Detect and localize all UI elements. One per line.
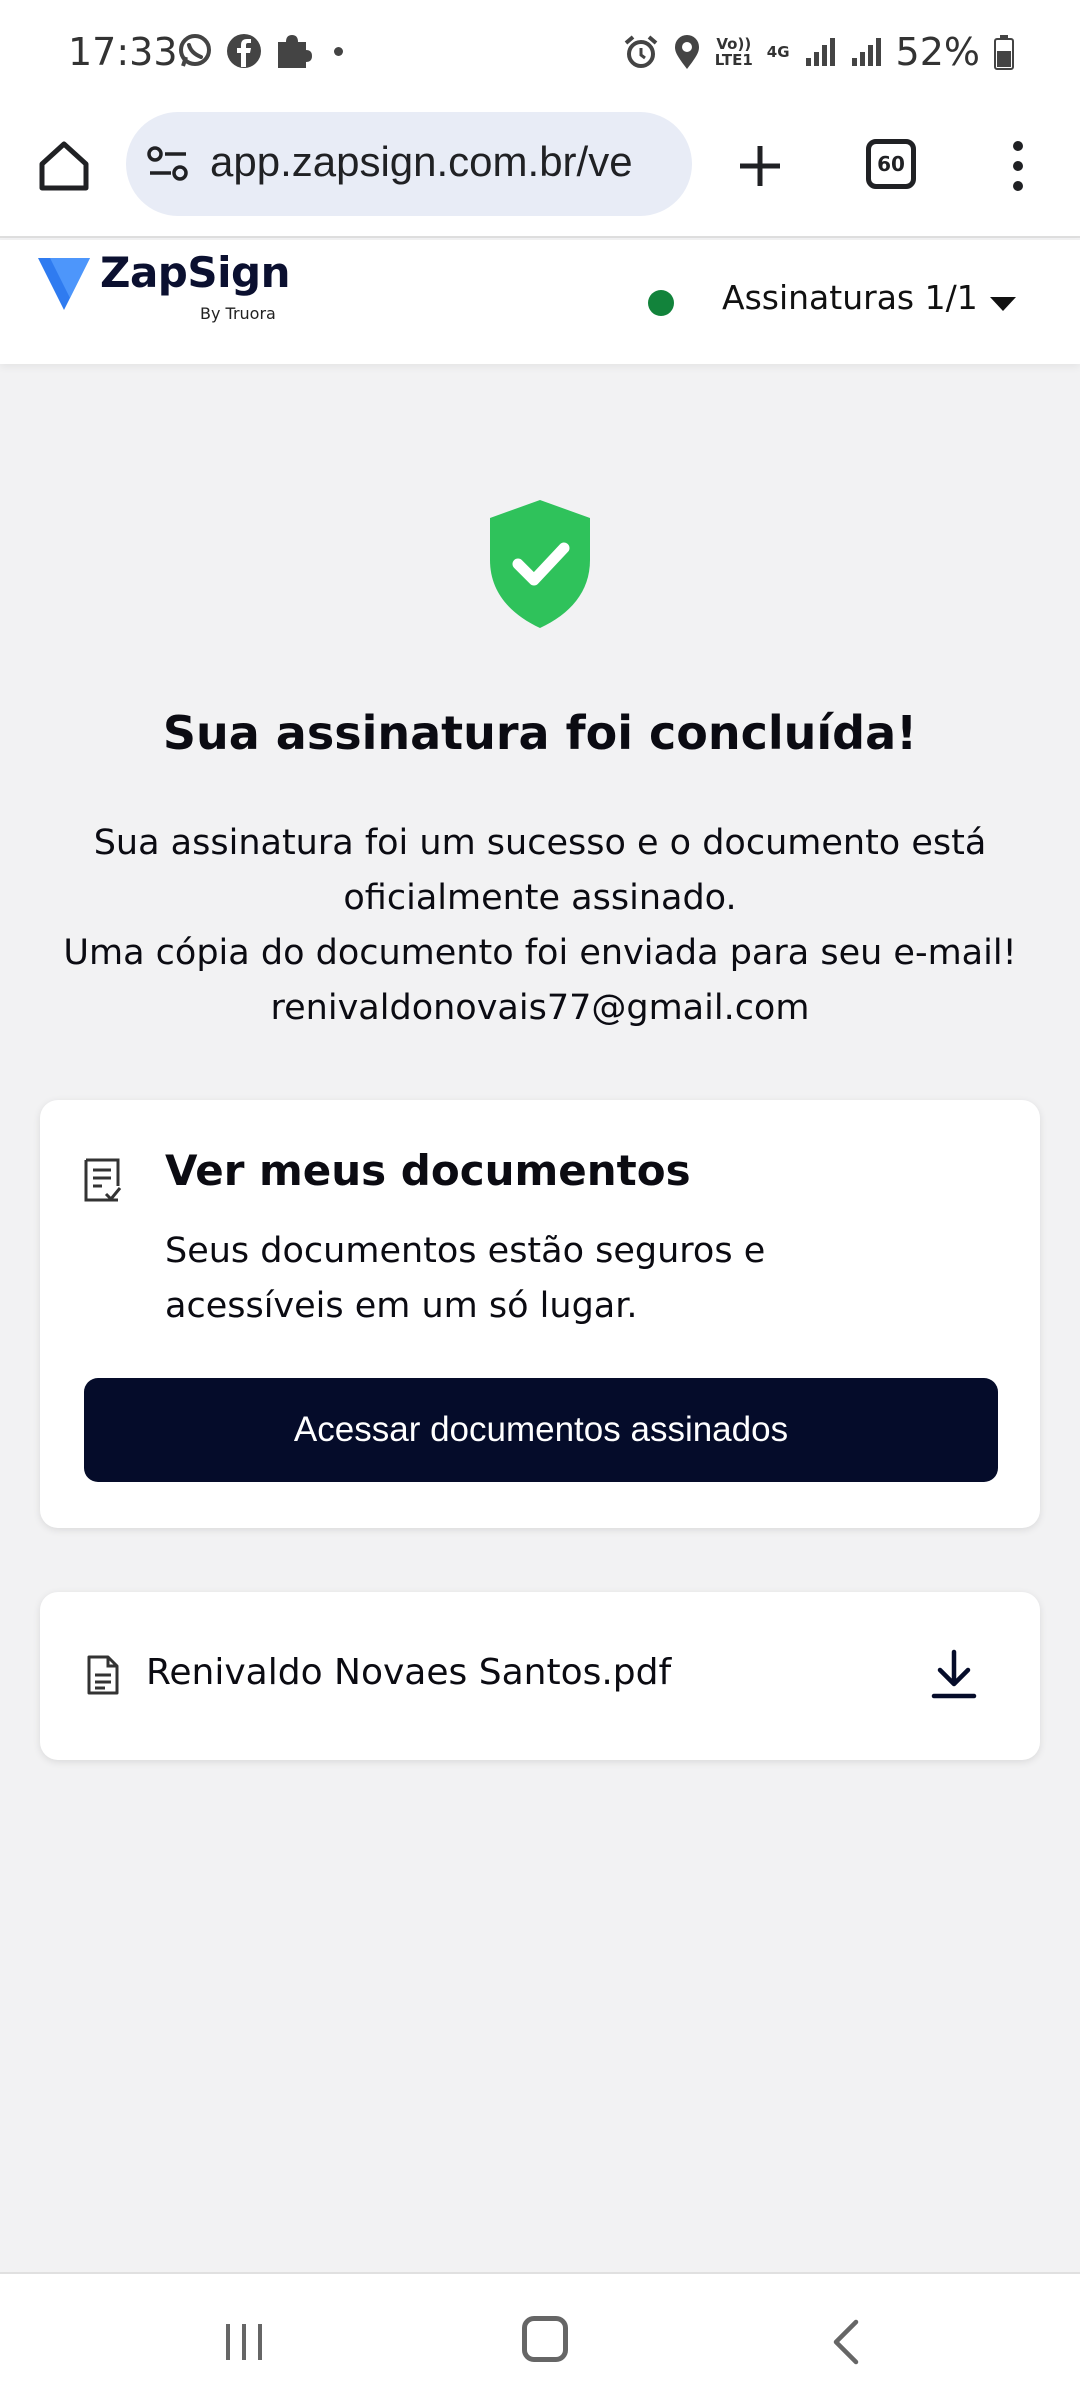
success-description (50, 816, 1030, 1036)
more-menu-icon[interactable] (1000, 134, 1036, 198)
signal-icon-2 (850, 36, 882, 68)
my-documents-description: Seus documentos estão seguros e acessíveis em um só lugar. (165, 1231, 766, 1326)
brand-subtitle: By Truora (200, 304, 276, 323)
back-icon[interactable] (830, 2318, 860, 2366)
location-icon (673, 34, 701, 70)
site-settings-icon[interactable] (146, 144, 190, 184)
home-icon[interactable] (34, 136, 94, 196)
more-notifications-dot (334, 47, 343, 56)
status-bar (0, 0, 1080, 110)
app-header (0, 240, 1080, 364)
signed-file-card[interactable] (40, 1592, 1040, 1760)
chevron-down-icon[interactable] (988, 295, 1018, 313)
recent-apps-icon[interactable] (222, 2322, 266, 2362)
notification-icons (176, 32, 343, 70)
success-title: Sua assinatura foi concluída! (162, 706, 918, 760)
signal-icon-1 (804, 36, 836, 68)
my-documents-card (40, 1100, 1040, 1528)
whatsapp-icon (176, 32, 214, 70)
file-icon (86, 1654, 120, 1696)
url-text[interactable]: app.zapsign.com.br/ve (210, 138, 633, 185)
new-tab-icon[interactable] (730, 136, 790, 196)
system-icons (623, 30, 1014, 74)
alarm-icon (623, 34, 659, 70)
status-time: 17:33 (68, 30, 178, 74)
facebook-icon (226, 33, 262, 69)
shield-check-icon (486, 498, 594, 630)
brand-name: ZapSign (100, 248, 290, 297)
signatures-counter[interactable]: Assinaturas 1/1 (722, 278, 978, 317)
signature-status-dot (648, 290, 674, 316)
document-check-icon (82, 1156, 122, 1204)
file-name[interactable]: Renivaldo Novaes Santos.pdf (146, 1652, 672, 1693)
volte-label: Vo)) LTE1 (714, 35, 753, 69)
system-navigation-bar (0, 2272, 1080, 2400)
access-signed-documents-button[interactable]: Acessar documentos assinados (84, 1378, 998, 1482)
success-line-2: Uma cópia do documento foi enviada para seu e-mail! renivaldonovais77@gmail.com (63, 933, 1017, 1028)
my-documents-title: Ver meus documentos (165, 1146, 691, 1195)
zapsign-logo-icon (36, 254, 92, 312)
home-button[interactable] (522, 2316, 568, 2362)
puzzle-icon (274, 32, 312, 70)
success-line-1: Sua assinatura foi um sucesso e o documento está oficialmente assinado. (93, 823, 987, 918)
address-bar[interactable] (126, 112, 692, 216)
battery-icon (994, 34, 1014, 70)
network-type-label: 4G (766, 43, 790, 61)
download-icon[interactable] (930, 1648, 978, 1700)
browser-toolbar (0, 110, 1080, 238)
battery-percent: 52% (895, 30, 980, 74)
tab-switcher-button[interactable]: 60 (866, 139, 916, 189)
